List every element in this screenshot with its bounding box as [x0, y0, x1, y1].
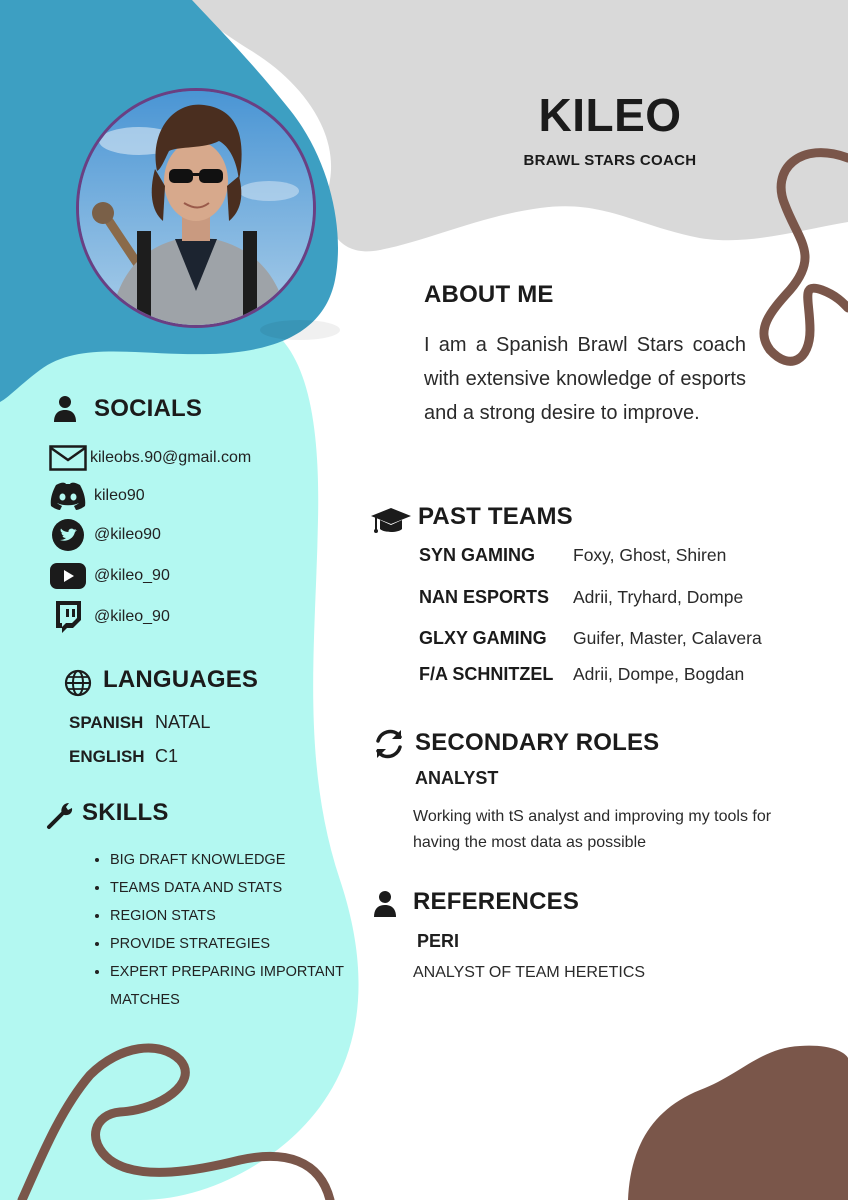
team-name: GLXY GAMING: [419, 628, 547, 648]
team-name: F/A SCHNITZEL: [419, 664, 554, 684]
social-discord[interactable]: [48, 479, 145, 513]
about-text: I am a Spanish Brawl Stars coach with extensive knowledge of esports and a strong desire to improve.: [424, 334, 746, 424]
team-name: SYN GAMING: [419, 545, 536, 565]
team-players: Guifer, Master, Calavera: [573, 628, 762, 648]
mail-icon: [48, 445, 88, 471]
references-heading: REFERENCES: [413, 888, 580, 915]
candidate-title: BRAWL STARS COACH: [523, 152, 697, 169]
language-row: [69, 746, 178, 767]
language-name: SPANISH: [69, 713, 144, 732]
socials-heading: SOCIALS: [94, 395, 203, 422]
wrench-icon: [45, 800, 77, 830]
social-youtube[interactable]: [48, 559, 170, 593]
languages-heading: LANGUAGES: [103, 666, 259, 693]
team-row: [419, 587, 743, 608]
team-players: Adrii, Dompe, Bogdan: [573, 664, 745, 684]
team-players: Foxy, Ghost, Shiren: [573, 545, 727, 565]
team-row: [419, 664, 744, 685]
social-twitch-text[interactable]: @kileo_90: [94, 608, 170, 625]
team-players: Adrii, Tryhard, Dompe: [573, 587, 744, 607]
role-description: Working with tS analyst and improving my tools for having the most data as possible: [413, 808, 772, 851]
skill-item: • REGION STATS: [110, 902, 380, 930]
refresh-icon: [372, 727, 406, 761]
person-icon: [52, 394, 78, 422]
social-twitter[interactable]: [48, 518, 161, 552]
person-icon: [373, 889, 397, 917]
social-twitch[interactable]: [48, 600, 170, 634]
skills-list: [88, 846, 380, 1014]
role-title: ANALYST: [415, 768, 499, 788]
past-teams-heading: PAST TEAMS: [418, 503, 573, 530]
secondary-roles-heading: SECONDARY ROLES: [415, 729, 660, 756]
twitch-icon: [48, 600, 88, 634]
language-level: NATAL: [155, 712, 211, 732]
skill-item: • TEAMS DATA AND STATS: [110, 874, 380, 902]
reference-name: PERI: [417, 931, 460, 951]
team-name: NAN ESPORTS: [419, 587, 550, 607]
reference-description: ANALYST OF TEAM HERETICS: [413, 964, 646, 981]
twitter-icon: [48, 518, 88, 552]
social-twitter-text[interactable]: @kileo90: [94, 526, 161, 543]
skill-item: • EXPERT PREPARING IMPORTANT MATCHES: [110, 958, 380, 1014]
brown-blob: [628, 1046, 848, 1200]
globe-icon: [64, 669, 92, 697]
language-row: [69, 712, 210, 733]
profile-photo: [76, 88, 316, 328]
skill-item: • BIG DRAFT KNOWLEDGE: [110, 846, 380, 874]
graduation-cap-icon: [370, 506, 412, 538]
youtube-icon: [48, 563, 88, 589]
candidate-name: KILEO: [538, 89, 682, 141]
social-youtube-text[interactable]: @kileo_90: [94, 567, 170, 584]
social-discord-text[interactable]: kileo90: [94, 487, 145, 504]
discord-icon: [48, 481, 88, 511]
skill-item: • PROVIDE STRATEGIES: [110, 930, 380, 958]
team-row: [419, 628, 762, 649]
social-email-text[interactable]: kileobs.90@gmail.com: [90, 449, 252, 466]
team-row: [419, 545, 726, 566]
language-level: C1: [155, 746, 179, 766]
social-email[interactable]: [48, 441, 251, 475]
about-heading: ABOUT ME: [424, 281, 554, 308]
skills-heading: SKILLS: [82, 799, 169, 826]
language-name: ENGLISH: [69, 747, 145, 766]
